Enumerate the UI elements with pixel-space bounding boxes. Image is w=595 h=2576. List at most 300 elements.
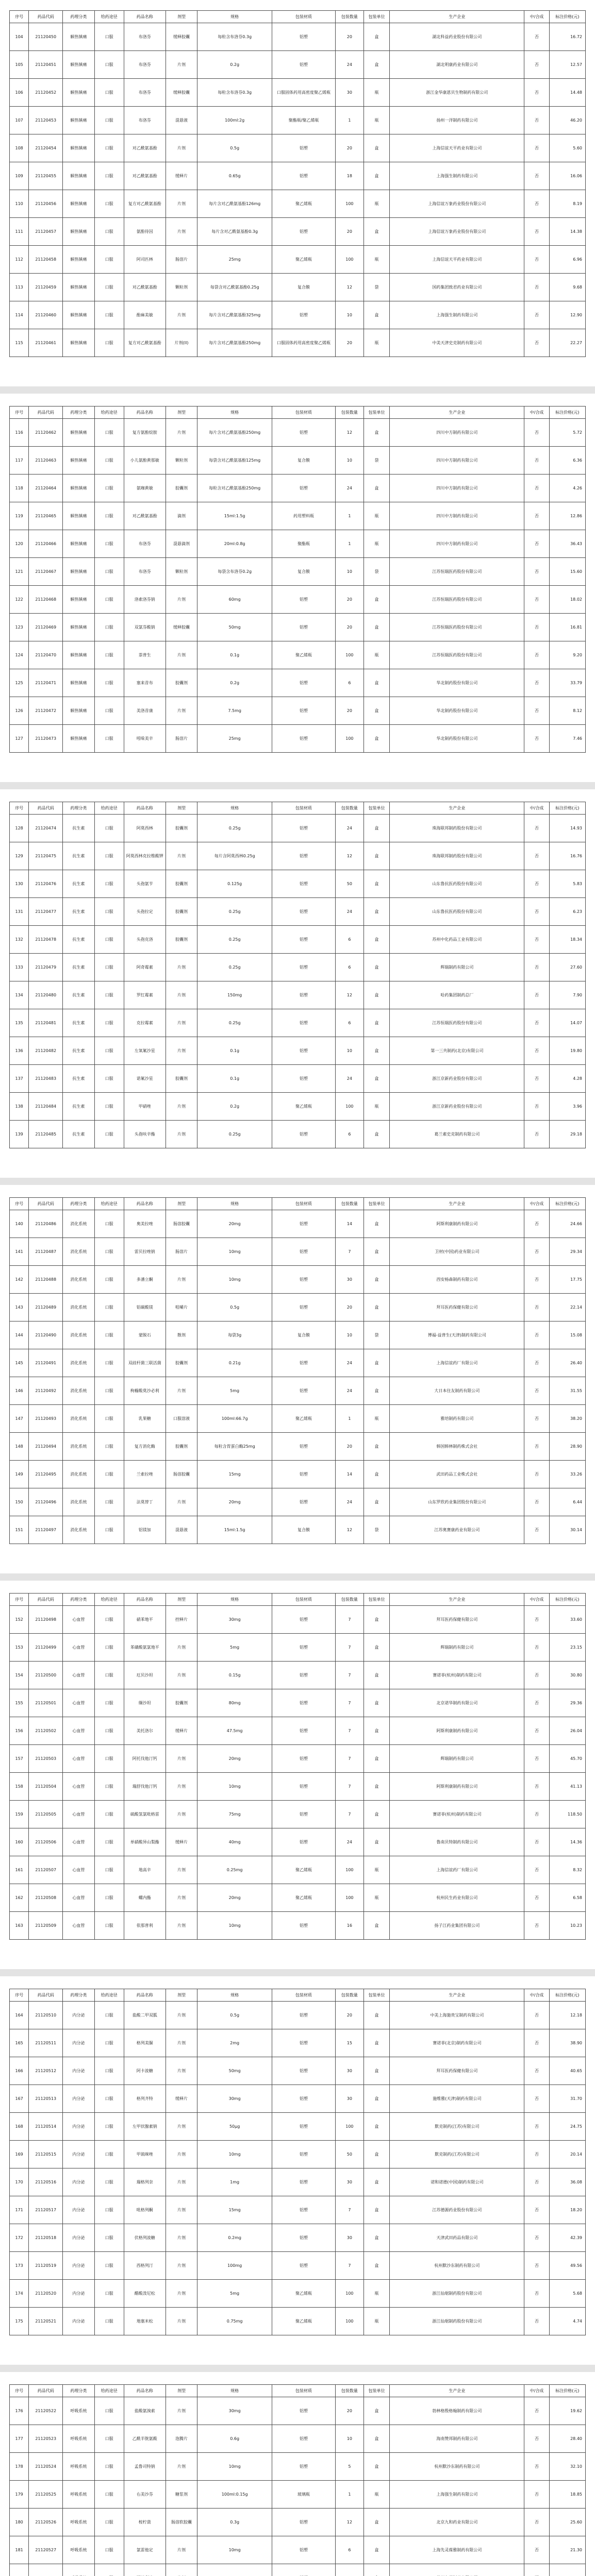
table-cell: 156 bbox=[10, 1717, 29, 1745]
table-cell: 呼吸系统 bbox=[63, 2536, 94, 2564]
table-header-row bbox=[10, 802, 586, 815]
column-header: 药理分类 bbox=[63, 11, 94, 23]
column-header: 规格 bbox=[197, 802, 272, 815]
table-cell: 默克制药(江苏)有限公司 bbox=[390, 2141, 524, 2168]
table-cell: 176 bbox=[10, 2397, 29, 2425]
table-cell: 醋酸泼尼松 bbox=[124, 2280, 166, 2308]
table-cell: 铝塑 bbox=[272, 1266, 336, 1294]
table-row bbox=[10, 926, 586, 954]
table-cell: 否 bbox=[524, 1405, 549, 1433]
table-cell: 华北制药股份有限公司 bbox=[390, 669, 524, 697]
table-cell: 24 bbox=[335, 51, 363, 79]
column-header: 规格 bbox=[197, 11, 272, 23]
table-cell: 布洛芬 bbox=[124, 107, 166, 134]
table-cell: 21120494 bbox=[29, 1433, 63, 1461]
table-cell: 上海信谊万象药业股份有限公司 bbox=[390, 218, 524, 246]
table-cell: 否 bbox=[524, 1662, 549, 1689]
column-header: 规格 bbox=[197, 1989, 272, 2002]
table-row bbox=[10, 474, 586, 502]
table-cell: 内分泌 bbox=[63, 2029, 94, 2057]
table-cell: 150mg bbox=[197, 981, 272, 1009]
table-cell: 否 bbox=[524, 725, 549, 753]
table-cell: 解热镇痛 bbox=[63, 23, 94, 51]
table-cell: 否 bbox=[524, 1065, 549, 1093]
column-header: 序号 bbox=[10, 11, 29, 23]
table-cell: 口服 bbox=[94, 2113, 124, 2141]
table-row bbox=[10, 246, 586, 274]
table-row bbox=[10, 530, 586, 558]
table-cell: 江苏奥赛康药业有限公司 bbox=[390, 1516, 524, 1544]
table-cell: 胶囊剂 bbox=[166, 1689, 197, 1717]
table-cell: 江苏恒瑞医药股份有限公司 bbox=[390, 558, 524, 586]
table-cell: 7 bbox=[335, 2252, 363, 2280]
table-cell: 14.38 bbox=[549, 218, 585, 246]
table-cell: 146 bbox=[10, 1377, 29, 1405]
drug-price-table bbox=[9, 10, 586, 357]
table-cell: 24 bbox=[335, 1377, 363, 1405]
table-cell: 解热镇痛 bbox=[63, 447, 94, 474]
table-cell: 抗生素 bbox=[63, 1009, 94, 1037]
table-cell: 21120475 bbox=[29, 842, 63, 870]
table-cell: 30mg bbox=[197, 1606, 272, 1634]
table-row bbox=[10, 614, 586, 641]
table-cell: 瓶 bbox=[363, 2481, 389, 2509]
table-cell: 头孢克洛 bbox=[124, 926, 166, 954]
table-cell: 铝塑 bbox=[272, 2002, 336, 2029]
table-cell: 12 bbox=[335, 274, 363, 301]
table-cell: 否 bbox=[524, 842, 549, 870]
table-cell: 铝塑 bbox=[272, 1433, 336, 1461]
table-cell: 每粒含布洛芬0.3g bbox=[197, 79, 272, 107]
drug-price-table bbox=[9, 802, 586, 1148]
table-cell: 地塞米松 bbox=[124, 2308, 166, 2335]
table-cell: 166 bbox=[10, 2057, 29, 2085]
table-cell: 心血管 bbox=[63, 1912, 94, 1940]
table-cell: 解热镇痛 bbox=[63, 586, 94, 614]
table-cell: 片剂 bbox=[166, 1662, 197, 1689]
table-row bbox=[10, 79, 586, 107]
table-cell: 盒 bbox=[363, 2002, 389, 2029]
table-cell: 否 bbox=[524, 2397, 549, 2425]
table-cell: 21120497 bbox=[29, 1516, 63, 1544]
table-cell: 口服 bbox=[94, 2196, 124, 2224]
table-cell: 21120504 bbox=[29, 1773, 63, 1801]
table-row bbox=[10, 2085, 586, 2113]
column-header: 药品代码 bbox=[29, 1198, 63, 1210]
table-cell: 解热镇痛 bbox=[63, 474, 94, 502]
table-cell: 21120502 bbox=[29, 1717, 63, 1745]
column-header: 包装材质 bbox=[272, 1594, 336, 1606]
table-row bbox=[10, 107, 586, 134]
table-row bbox=[10, 502, 586, 530]
table-cell: 4.26 bbox=[549, 474, 585, 502]
table-row bbox=[10, 842, 586, 870]
table-cell: 口服 bbox=[94, 2536, 124, 2564]
table-cell: 41.13 bbox=[549, 1773, 585, 1801]
column-header: 序号 bbox=[10, 1198, 29, 1210]
table-cell: 每片含对乙酰氨基酚325mg bbox=[197, 301, 272, 329]
table-cell: 天津武田药品有限公司 bbox=[390, 2224, 524, 2252]
table-cell: 布洛芬 bbox=[124, 79, 166, 107]
table-cell: 21120470 bbox=[29, 641, 63, 669]
page-separator bbox=[0, 1573, 595, 1581]
table-cell: 抗生素 bbox=[63, 1065, 94, 1093]
table-cell: 盒 bbox=[363, 1828, 389, 1856]
table-cell: 116 bbox=[10, 419, 29, 447]
table-cell: 解热镇痛 bbox=[63, 190, 94, 218]
table-cell: 盒 bbox=[363, 1912, 389, 1940]
table-cell: 10mg bbox=[197, 1266, 272, 1294]
table-cell: 134 bbox=[10, 981, 29, 1009]
column-header: 药品名称 bbox=[124, 1989, 166, 2002]
table-cell: 174 bbox=[10, 2280, 29, 2308]
table-cell: 内分泌 bbox=[63, 2168, 94, 2196]
column-header: 给药途径 bbox=[94, 1989, 124, 2002]
table-cell: 片剂 bbox=[166, 1773, 197, 1801]
table-cell: 否 bbox=[524, 447, 549, 474]
table-cell: 拜耳医药保健有限公司 bbox=[390, 1606, 524, 1634]
table-cell: 19.62 bbox=[549, 2397, 585, 2425]
table-cell: 胶囊剂 bbox=[166, 815, 197, 842]
table-cell: 铝塑 bbox=[272, 1294, 336, 1321]
table-cell: 29.36 bbox=[549, 1689, 585, 1717]
table-cell: 口服 bbox=[94, 1093, 124, 1121]
column-header: 包装材质 bbox=[272, 406, 336, 419]
table-cell: 铝塑 bbox=[272, 2141, 336, 2168]
table-cell: 袋 bbox=[363, 1516, 389, 1544]
table-cell: 6.96 bbox=[549, 246, 585, 274]
table-cell: 盒 bbox=[363, 2509, 389, 2536]
table-cell: 21120462 bbox=[29, 419, 63, 447]
table-cell: 口服 bbox=[94, 301, 124, 329]
table-cell: 阿卡波糖 bbox=[124, 2057, 166, 2085]
table-cell: 21120488 bbox=[29, 1266, 63, 1294]
table-cell: 21120467 bbox=[29, 558, 63, 586]
table-cell: 缓释片 bbox=[166, 162, 197, 190]
table-cell: 121 bbox=[10, 558, 29, 586]
column-header: 药品名称 bbox=[124, 1594, 166, 1606]
table-cell: 氨咖黄敏 bbox=[124, 474, 166, 502]
table-cell: 瓶 bbox=[363, 1405, 389, 1433]
table-cell: 辉瑞制药有限公司 bbox=[390, 1634, 524, 1662]
table-cell: 否 bbox=[524, 2057, 549, 2085]
table-header-row bbox=[10, 1198, 586, 1210]
table-cell: 12.57 bbox=[549, 51, 585, 79]
table-cell: 萘普生 bbox=[124, 641, 166, 669]
table-cell: 铝塑 bbox=[272, 1606, 336, 1634]
table-row bbox=[10, 725, 586, 753]
table-cell: 盒 bbox=[363, 2057, 389, 2085]
column-header: 中/合成 bbox=[524, 1198, 549, 1210]
column-header: 包装材质 bbox=[272, 802, 336, 815]
table-cell: 21120520 bbox=[29, 2280, 63, 2308]
table-cell: 口服 bbox=[94, 2308, 124, 2335]
table-cell: 否 bbox=[524, 1349, 549, 1377]
table-cell: 100 bbox=[335, 2308, 363, 2335]
table-cell: 内分泌 bbox=[63, 2252, 94, 2280]
table-header-row bbox=[10, 1594, 586, 1606]
column-header: 药理分类 bbox=[63, 406, 94, 419]
table-cell: 0.3g bbox=[197, 2509, 272, 2536]
table-cell: 24 bbox=[335, 1488, 363, 1516]
table-cell: 心血管 bbox=[63, 1884, 94, 1912]
table-cell: 盒 bbox=[363, 2168, 389, 2196]
table-cell: 33.26 bbox=[549, 1461, 585, 1488]
table-cell: 10mg bbox=[197, 1912, 272, 1940]
table-cell: 否 bbox=[524, 2536, 549, 2564]
table-cell: 131 bbox=[10, 898, 29, 926]
table-cell: 片剂 bbox=[166, 218, 197, 246]
table-cell: 瓶 bbox=[363, 1884, 389, 1912]
table-cell: 呼吸系统 bbox=[63, 2425, 94, 2453]
table-cell: 阿莫西林克拉维酸钾 bbox=[124, 842, 166, 870]
table-cell: 赛诺菲(杭州)制药有限公司 bbox=[390, 1662, 524, 1689]
table-cell: 片剂 bbox=[166, 2168, 197, 2196]
column-header: 中/合成 bbox=[524, 802, 549, 815]
table-row bbox=[10, 190, 586, 218]
table-cell: 瓶 bbox=[363, 246, 389, 274]
table-row bbox=[10, 669, 586, 697]
table-cell: 铝塑 bbox=[272, 2224, 336, 2252]
table-cell: 内分泌 bbox=[63, 2141, 94, 2168]
table-cell: 16.81 bbox=[549, 614, 585, 641]
table-header-row bbox=[10, 406, 586, 419]
table-cell: 盒 bbox=[363, 1377, 389, 1405]
table-cell: 口服 bbox=[94, 725, 124, 753]
table-cell: 123 bbox=[10, 614, 29, 641]
table-cell: 0.2g bbox=[197, 1093, 272, 1121]
table-cell: 否 bbox=[524, 1294, 549, 1321]
table-cell: 铝塑 bbox=[272, 218, 336, 246]
table-cell: 21120509 bbox=[29, 1912, 63, 1940]
table-cell: 0.25g bbox=[197, 815, 272, 842]
table-cell: 阿司匹林 bbox=[124, 246, 166, 274]
table-cell: 否 bbox=[524, 2481, 549, 2509]
table-cell: 甲硝唑 bbox=[124, 1093, 166, 1121]
table-cell: 片剂 bbox=[166, 2057, 197, 2085]
column-header: 药品代码 bbox=[29, 406, 63, 419]
table-cell: 心血管 bbox=[63, 1634, 94, 1662]
table-cell: 内分泌 bbox=[63, 2113, 94, 2141]
table-cell: 铝塑 bbox=[272, 2536, 336, 2564]
table-cell: 20mg bbox=[197, 1488, 272, 1516]
table-row bbox=[10, 2113, 586, 2141]
table-cell: 抗生素 bbox=[63, 981, 94, 1009]
table-cell: 50mg bbox=[197, 614, 272, 641]
table-cell: 21120507 bbox=[29, 1856, 63, 1884]
table-cell: 铝塑 bbox=[272, 981, 336, 1009]
table-cell: 解热镇痛 bbox=[63, 558, 94, 586]
table-row bbox=[10, 981, 586, 1009]
table-cell: 口服 bbox=[94, 1121, 124, 1148]
table-cell: 口服 bbox=[94, 1405, 124, 1433]
table-cell: 127 bbox=[10, 725, 29, 753]
table-cell: 49.56 bbox=[549, 2252, 585, 2280]
table-cell: 否 bbox=[524, 2002, 549, 2029]
table-cell: 江苏恒瑞医药股份有限公司 bbox=[390, 586, 524, 614]
table-cell: 盒 bbox=[363, 842, 389, 870]
table-cell: 否 bbox=[524, 2141, 549, 2168]
table-cell: 24 bbox=[335, 1349, 363, 1377]
table-cell: 否 bbox=[524, 815, 549, 842]
table-cell: 口服 bbox=[94, 162, 124, 190]
table-cell: 消化系统 bbox=[63, 1321, 94, 1349]
table-cell: 盒 bbox=[363, 23, 389, 51]
table-cell: 珠海联邦制药股份有限公司 bbox=[390, 815, 524, 842]
table-cell: 口服 bbox=[94, 530, 124, 558]
table-cell: 缬沙坦 bbox=[124, 1689, 166, 1717]
table-cell: 16.76 bbox=[549, 842, 585, 870]
table-cell: 38.90 bbox=[549, 2029, 585, 2057]
table-cell: 对乙酰氨基酚 bbox=[124, 274, 166, 301]
table-cell: 47.5mg bbox=[197, 1717, 272, 1745]
table-cell: 片剂 bbox=[166, 190, 197, 218]
table-cell: 心血管 bbox=[63, 1773, 94, 1801]
table-cell: 20 bbox=[335, 329, 363, 357]
table-cell: 115 bbox=[10, 329, 29, 357]
column-header: 药品代码 bbox=[29, 1989, 63, 2002]
page-separator bbox=[0, 1969, 595, 1976]
table-cell: 4.74 bbox=[549, 2308, 585, 2335]
table-cell: 111 bbox=[10, 218, 29, 246]
table-cell: 50 bbox=[335, 2141, 363, 2168]
table-cell: 消化系统 bbox=[63, 1433, 94, 1461]
table-row bbox=[10, 2397, 586, 2425]
table-row bbox=[10, 641, 586, 669]
table-cell: 聚酯瓶 bbox=[272, 530, 336, 558]
table-cell: 10mg bbox=[197, 2536, 272, 2564]
table-cell: 内分泌 bbox=[63, 2280, 94, 2308]
table-cell: 心血管 bbox=[63, 1856, 94, 1884]
table-cell: 20 bbox=[335, 134, 363, 162]
table-cell: 130 bbox=[10, 870, 29, 898]
table-cell: 瓶 bbox=[363, 641, 389, 669]
table-cell: 片剂 bbox=[166, 2029, 197, 2057]
table-cell: 21120505 bbox=[29, 1801, 63, 1828]
table-row bbox=[10, 1912, 586, 1940]
table-cell: 铝镁加 bbox=[124, 1516, 166, 1544]
table-cell: 0.2g bbox=[197, 51, 272, 79]
column-header: 生产企业 bbox=[390, 802, 524, 815]
table-cell: 口服 bbox=[94, 1349, 124, 1377]
table-cell: 盒 bbox=[363, 926, 389, 954]
table-cell: 肠溶片 bbox=[166, 1238, 197, 1266]
table-cell: 心血管 bbox=[63, 1717, 94, 1745]
table-cell: 150 bbox=[10, 1488, 29, 1516]
table-cell: 口服 bbox=[94, 329, 124, 357]
table-header-row bbox=[10, 11, 586, 23]
table-cell: 21120482 bbox=[29, 1037, 63, 1065]
table-cell: 10 bbox=[335, 2425, 363, 2453]
table-cell: 右美沙芬 bbox=[124, 2481, 166, 2509]
table-cell: 片剂 bbox=[166, 2308, 197, 2335]
table-cell: 铝塑 bbox=[272, 2168, 336, 2196]
table-cell: 30mg bbox=[197, 2397, 272, 2425]
column-header: 序号 bbox=[10, 1594, 29, 1606]
table-row bbox=[10, 1266, 586, 1294]
table-cell: 解热镇痛 bbox=[63, 218, 94, 246]
table-cell: 否 bbox=[524, 1606, 549, 1634]
table-cell: 解热镇痛 bbox=[63, 641, 94, 669]
table-cell: 每袋含对乙酰氨基酚125mg bbox=[197, 447, 272, 474]
column-header: 中/合成 bbox=[524, 2385, 549, 2397]
table-cell: 21120461 bbox=[29, 329, 63, 357]
table-cell: 口服 bbox=[94, 1662, 124, 1689]
table-cell: 地高辛 bbox=[124, 1856, 166, 1884]
table-cell: 盒 bbox=[363, 981, 389, 1009]
table-row bbox=[10, 870, 586, 898]
table-row bbox=[10, 2481, 586, 2509]
table-cell: 单硝酸异山梨酯 bbox=[124, 1828, 166, 1856]
column-header: 给药途径 bbox=[94, 1594, 124, 1606]
table-cell: 149 bbox=[10, 1461, 29, 1488]
table-cell: 否 bbox=[524, 2453, 549, 2481]
table-cell: 上海强生制药有限公司 bbox=[390, 2481, 524, 2509]
table-cell: 杭州民生药业有限公司 bbox=[390, 1884, 524, 1912]
table-cell: 21.30 bbox=[549, 2536, 585, 2564]
table-cell: 18 bbox=[335, 162, 363, 190]
table-cell: 铝塑 bbox=[272, 51, 336, 79]
table-cell: 片剂 bbox=[166, 2453, 197, 2481]
table-cell: 盒 bbox=[363, 301, 389, 329]
column-header: 药品代码 bbox=[29, 11, 63, 23]
table-cell: 6.44 bbox=[549, 1488, 585, 1516]
table-cell: 聚乙烯瓶 bbox=[272, 1093, 336, 1121]
column-header: 生产企业 bbox=[390, 2385, 524, 2397]
table-cell: 盒 bbox=[363, 697, 389, 725]
table-cell: 21120460 bbox=[29, 301, 63, 329]
table-cell: 片剂 bbox=[166, 697, 197, 725]
table-cell: 3.96 bbox=[549, 1093, 585, 1121]
table-cell: 否 bbox=[524, 1516, 549, 1544]
table-cell: 缓释胶囊 bbox=[166, 79, 197, 107]
table-cell: 辉瑞制药有限公司 bbox=[390, 1745, 524, 1773]
table-cell: 江苏恒瑞医药股份有限公司 bbox=[390, 1009, 524, 1037]
table-cell: 21120452 bbox=[29, 79, 63, 107]
column-header: 剂型 bbox=[166, 1594, 197, 1606]
drug-price-table bbox=[9, 1197, 586, 1544]
table-cell: 142 bbox=[10, 1266, 29, 1294]
table-cell: 21120468 bbox=[29, 586, 63, 614]
table-cell: 吲哚美辛 bbox=[124, 725, 166, 753]
table-cell: 否 bbox=[524, 669, 549, 697]
table-cell: 12 bbox=[335, 2509, 363, 2536]
table-cell: 山东鲁抗医药股份有限公司 bbox=[390, 870, 524, 898]
table-row bbox=[10, 1349, 586, 1377]
table-cell: 口服 bbox=[94, 2252, 124, 2280]
table-cell: 内分泌 bbox=[63, 2224, 94, 2252]
table-cell: 20 bbox=[335, 23, 363, 51]
table-cell: 口服 bbox=[94, 1912, 124, 1940]
table-cell bbox=[29, 2564, 63, 2576]
table-cell: 否 bbox=[524, 1037, 549, 1065]
table-row bbox=[10, 1516, 586, 1544]
table-cell: 20 bbox=[335, 218, 363, 246]
table-cell: 29.18 bbox=[549, 1121, 585, 1148]
table-cell: 14 bbox=[335, 1210, 363, 1238]
table-cell: 否 bbox=[524, 474, 549, 502]
table-cell: 0.5g bbox=[197, 1294, 272, 1321]
table-cell: 孟鲁司特钠 bbox=[124, 2453, 166, 2481]
table-cell: 21120479 bbox=[29, 954, 63, 981]
table-cell: 否 bbox=[524, 981, 549, 1009]
table-row bbox=[10, 2536, 586, 2564]
table-cell: 口服 bbox=[94, 2085, 124, 2113]
table-row bbox=[10, 1634, 586, 1662]
table-cell: 169 bbox=[10, 2141, 29, 2168]
table-cell: 口服 bbox=[94, 2029, 124, 2057]
column-header: 生产企业 bbox=[390, 1198, 524, 1210]
